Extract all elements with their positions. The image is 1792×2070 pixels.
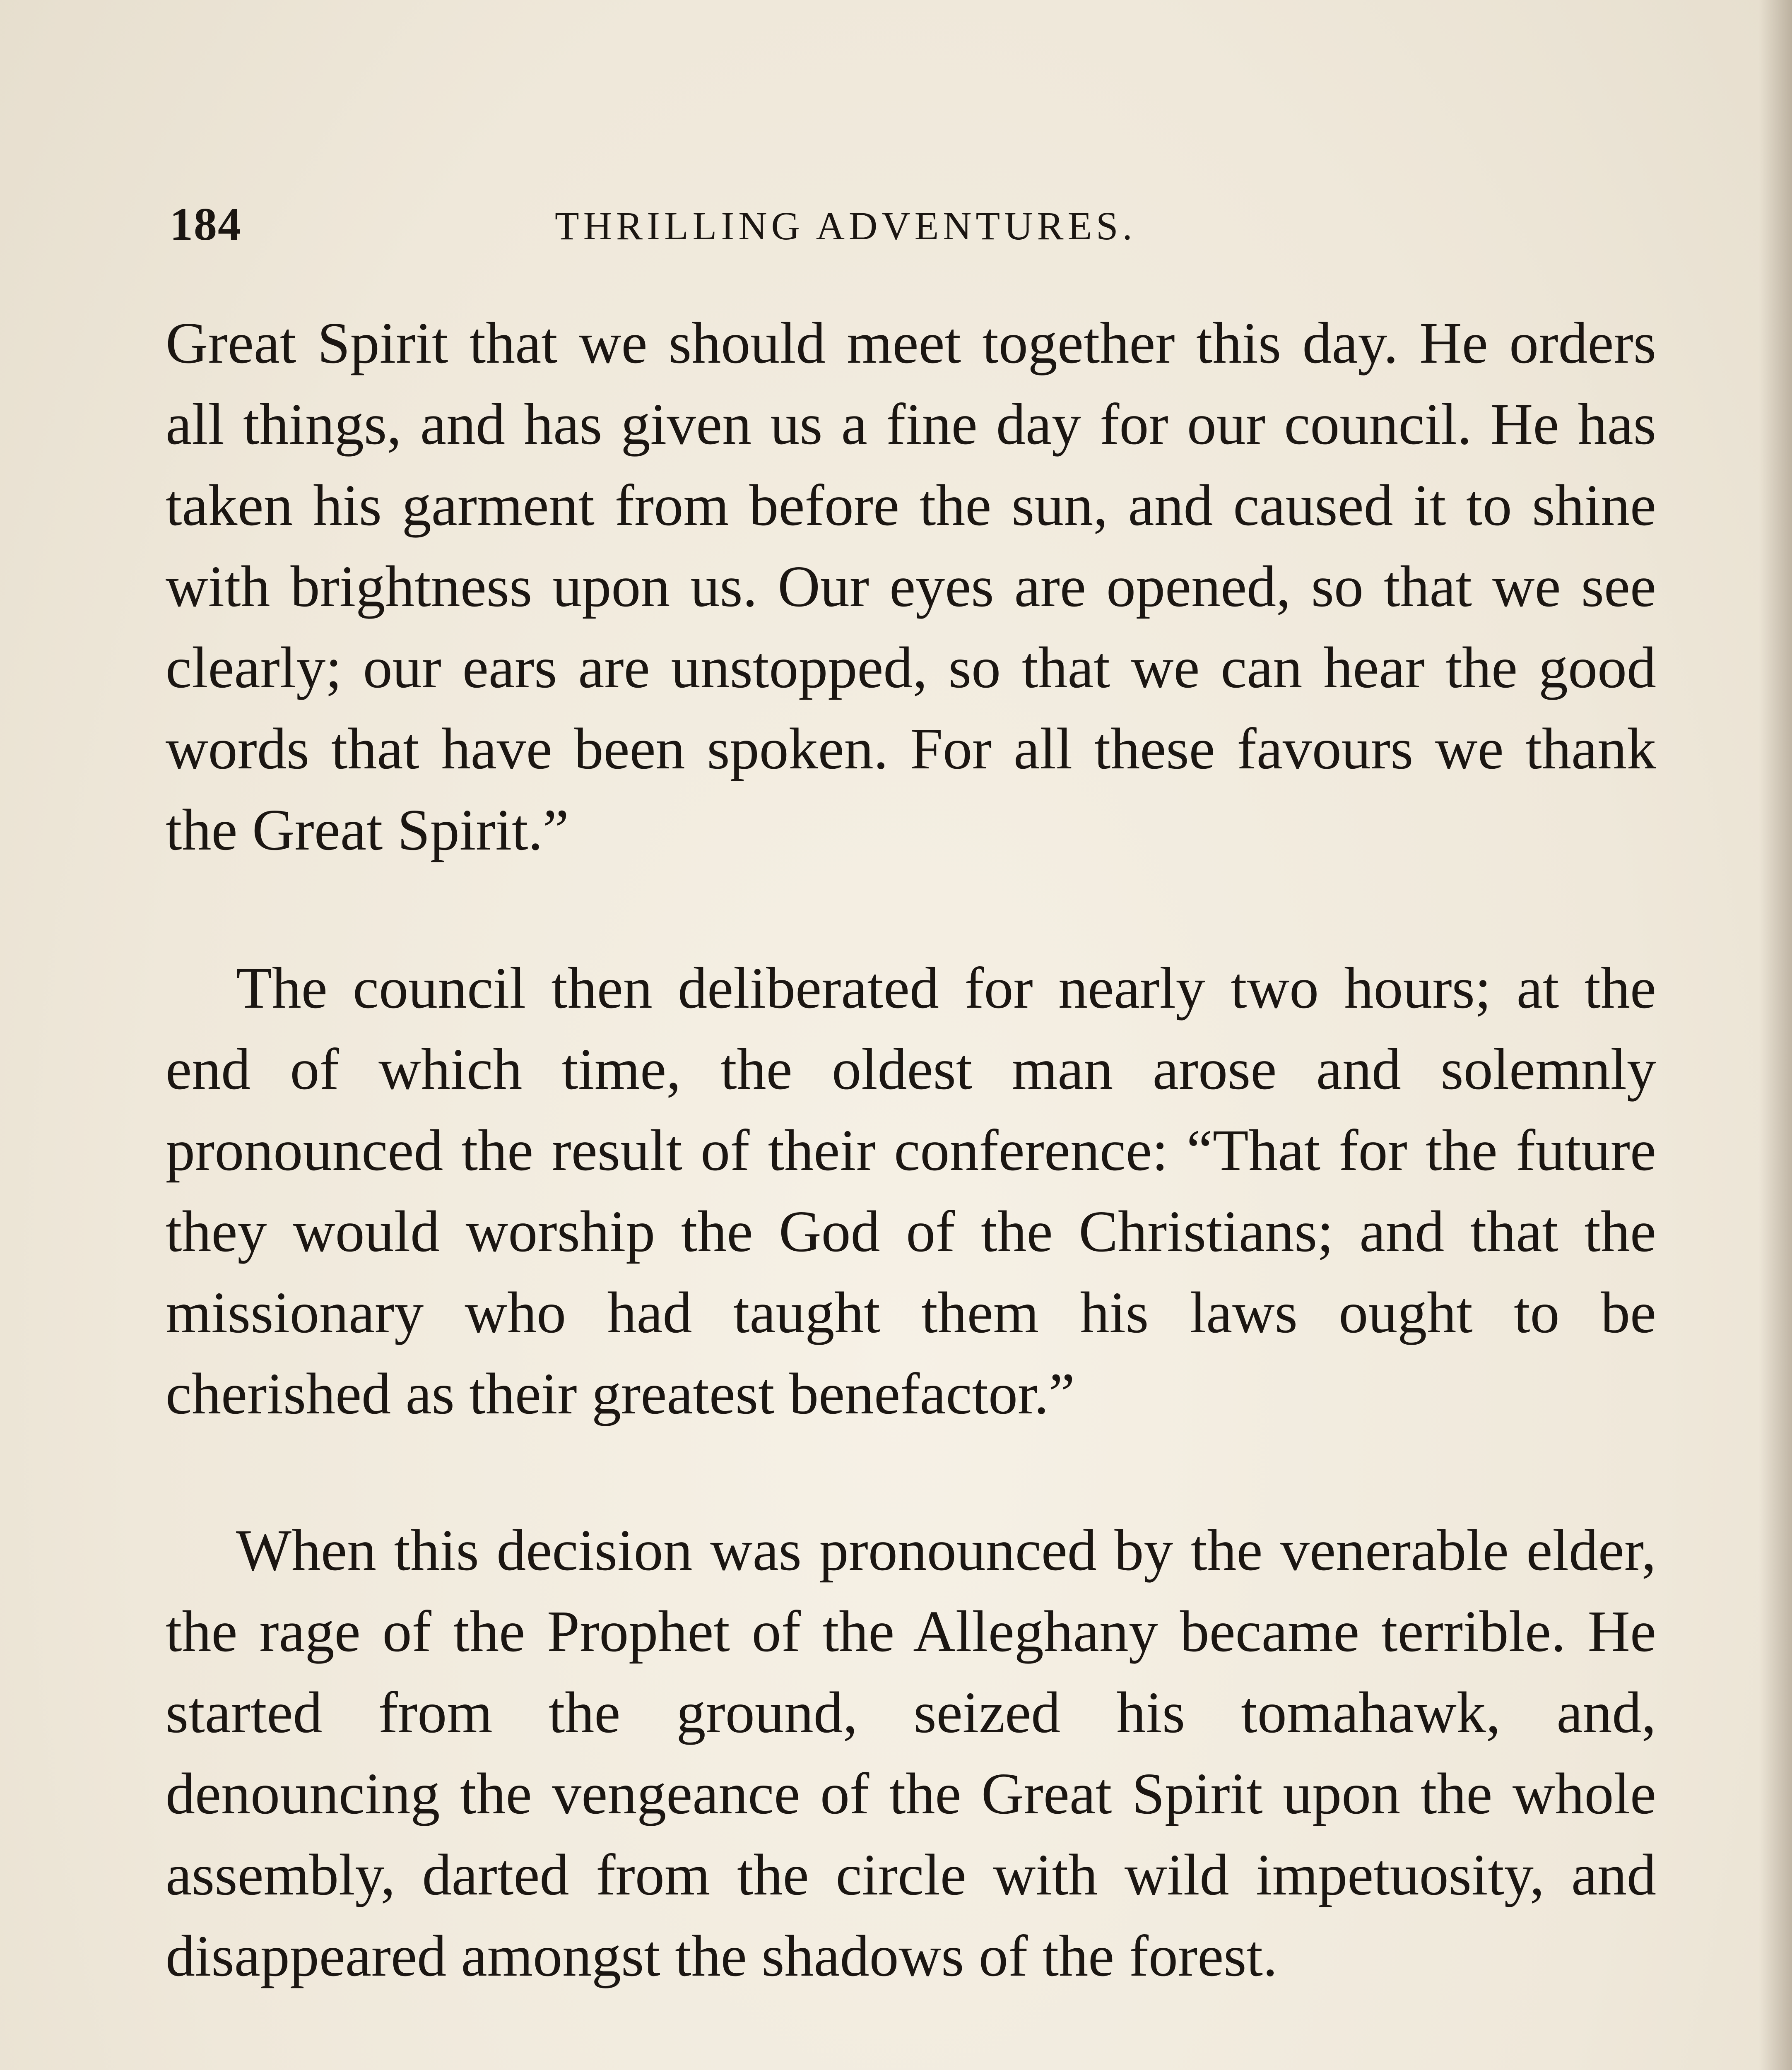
page-header bbox=[170, 198, 1656, 260]
paragraph-1: Great Spirit that we should meet together this day. He orders all things, and has given us a fine day for our council. He has taken his garment from before the sun, and caused it to shine with brightness upon us. Our eyes are opened, so that we see clearly; our ears are unstopped, so that we can hear the good words that have been spoken. For all these favours we thank the Great Spirit.” bbox=[166, 310, 1656, 862]
paragraph-2: The council then deliberated for nearly two hours; at the end of which time, the oldest man arose and solemnly pronounced the result of their conference: “That for the future they would worship the God of the Christians; and that the missionary who had taught them his laws ought to be cherished as their greatest benefactor.” bbox=[166, 955, 1656, 1426]
running-title: THRILLING ADVENTURES. bbox=[555, 204, 1137, 248]
page-edge-shadow bbox=[1759, 0, 1792, 2070]
paragraph-3: When this decision was pronounced by the venerable elder, the rage of the Prophet of the Alleghany became terrible. He started from the ground, seized his tomahawk, and, denouncing the vengeance of the Great Spirit upon the whole assembly, darted from the circle with wild impetuosity, and disappeared amongst the shadows of the forest. bbox=[166, 1517, 1656, 1988]
page-number: 184 bbox=[170, 199, 242, 250]
